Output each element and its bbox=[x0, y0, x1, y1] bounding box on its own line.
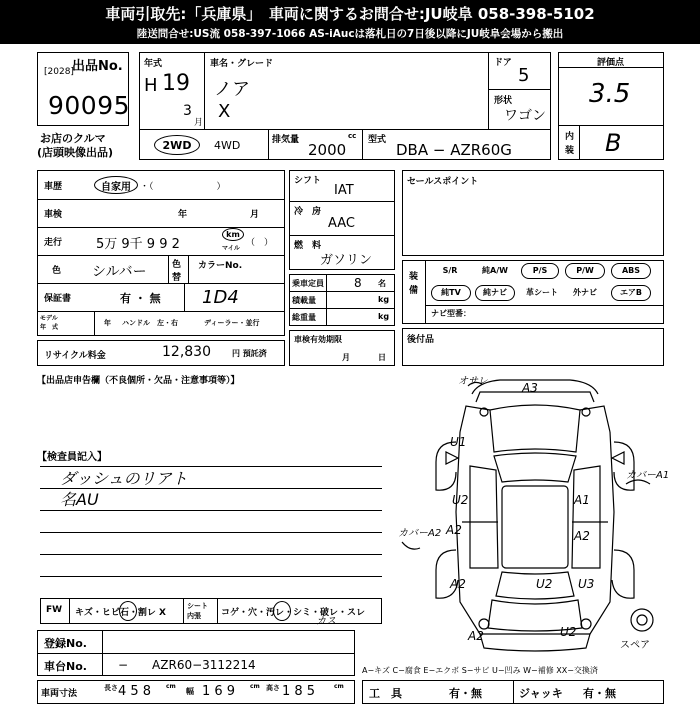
inspection-day: 日 bbox=[378, 353, 386, 362]
mileage-km: km bbox=[222, 228, 244, 241]
ac-value: AAC bbox=[328, 216, 355, 231]
drive-2wd: 2WD bbox=[154, 135, 200, 155]
total-label: 総重量 bbox=[292, 313, 316, 322]
equipment-label1: 装 bbox=[409, 272, 419, 282]
equipment-box bbox=[402, 260, 664, 324]
equip-airbag: エアB bbox=[611, 285, 651, 301]
lot-note1: お店のクルマ bbox=[40, 132, 106, 145]
spare-label: スペア bbox=[620, 640, 650, 651]
load-label: 積載量 bbox=[292, 296, 316, 305]
handle-label: ハンドル 左・右 bbox=[122, 319, 178, 327]
mileage-value: 5万 9千 9 9 2 bbox=[96, 237, 180, 252]
displacement-value: 2000 bbox=[308, 141, 347, 159]
doors-label: ドア bbox=[494, 58, 512, 68]
mileage-label: 走行 bbox=[44, 238, 63, 248]
sales-point-label: セールスポイント bbox=[407, 177, 479, 187]
width-value: 1 6 9 bbox=[202, 684, 236, 699]
displacement-unit: cc bbox=[348, 132, 357, 140]
equip-tv: 純TV bbox=[431, 285, 471, 301]
capacity-box bbox=[289, 274, 395, 326]
shape-label: 形状 bbox=[494, 96, 513, 106]
inspection-month: 月 bbox=[342, 353, 350, 362]
size-box bbox=[37, 680, 355, 704]
equipment-label2: 備 bbox=[409, 286, 419, 296]
inspection-box bbox=[289, 330, 395, 366]
interior-value: B bbox=[605, 129, 622, 157]
registration-box bbox=[37, 630, 355, 676]
recycle-box bbox=[37, 340, 285, 366]
tools-value: 有・無 bbox=[449, 687, 482, 700]
capacity-value: 8 bbox=[354, 276, 362, 290]
height-unit: cm bbox=[334, 683, 344, 690]
recycle-unit: 円 預託済 bbox=[232, 349, 267, 358]
length-unit: cm bbox=[166, 683, 176, 690]
mileage-mile: マイル bbox=[222, 245, 240, 252]
equip-aw: 純A/W bbox=[482, 266, 508, 275]
shaken-month: 月 bbox=[250, 210, 260, 220]
year-label: 年式 bbox=[144, 59, 163, 69]
damage-seat2: 内張 bbox=[187, 612, 201, 620]
shaken-year: 年 bbox=[178, 210, 188, 220]
damage-circle-1 bbox=[119, 601, 137, 621]
colorno-value: 1D4 bbox=[202, 287, 239, 308]
mark-cover-a2: カバーA2 bbox=[398, 528, 442, 539]
mark-a1: A1 bbox=[574, 493, 590, 507]
mileage-paren: （ ） bbox=[246, 238, 274, 248]
seller-note-label: 【出品店申告欄（不良個所・欠品・注意事項等）】 bbox=[37, 376, 240, 386]
fuel-value: ガソリン bbox=[320, 253, 373, 268]
total-unit: kg bbox=[378, 312, 390, 321]
year-month: 3 bbox=[183, 103, 192, 119]
height-label: 高さ bbox=[266, 684, 280, 692]
header-contact: 車両引取先:「兵庫県」 車両に関するお問合せ:JU岐阜 058-398-5102 bbox=[105, 5, 595, 23]
jack-label: ジャッキ bbox=[519, 687, 563, 700]
mark-u2-rear: U2 bbox=[536, 577, 553, 591]
inspector-note2: 名AU bbox=[60, 490, 99, 509]
color-change-2: 替 bbox=[172, 273, 182, 283]
equip-leather: 革シート bbox=[526, 288, 558, 297]
lot-box bbox=[37, 52, 129, 126]
interior-label1: 内 bbox=[565, 132, 575, 142]
history-other: ・（ ） bbox=[140, 182, 226, 192]
shape-value: ワゴン bbox=[504, 108, 546, 124]
equip-ext-navi: 外ナビ bbox=[573, 288, 597, 297]
capacity-label: 乗車定員 bbox=[292, 279, 324, 288]
header-bar bbox=[0, 0, 700, 44]
history-label: 車歴 bbox=[44, 182, 63, 192]
header-transport: 陸送問合せ:US流 058-397-1066 AS-iAucは落札日の7日後以降にJU岐阜会場から搬出 bbox=[136, 28, 564, 40]
width-unit: cm bbox=[250, 683, 260, 690]
damage-legend: A−キズ C−腐食 E−エクボ S−サビ U−凹み W−補修 XX−交換済 bbox=[362, 666, 598, 675]
inspection-label: 車検有効期限 bbox=[294, 335, 342, 344]
mark-a3: A3 bbox=[522, 381, 538, 395]
dealer-label: ディーラー・並行 bbox=[204, 319, 260, 327]
vehicle-box bbox=[139, 52, 551, 160]
mark-u2-bottom: U2 bbox=[560, 625, 577, 639]
recycle-label: リサイクル料金 bbox=[44, 351, 106, 361]
mark-kasu: カス bbox=[316, 616, 336, 627]
mark-a2-rl: A2 bbox=[450, 577, 466, 591]
small-model-year: 年 bbox=[104, 319, 111, 327]
shift-label: シフト bbox=[294, 176, 322, 186]
width-label: 幅 bbox=[186, 687, 194, 696]
equip-pw: P/W bbox=[565, 263, 605, 279]
lot-code: [2028] bbox=[44, 67, 74, 77]
doors-value: 5 bbox=[518, 65, 530, 86]
lot-note2: (店頭映像出品) bbox=[37, 146, 114, 159]
fuel-label: 燃 料 bbox=[294, 241, 322, 251]
equip-navi: 純ナビ bbox=[475, 285, 515, 301]
after-fit-label: 後付品 bbox=[407, 335, 435, 345]
small-model-label2: 年 式 bbox=[40, 324, 59, 331]
damage-fw: FW bbox=[46, 605, 63, 615]
equip-abs: ABS bbox=[611, 263, 651, 279]
car-name: ノア bbox=[214, 79, 250, 100]
chassis-value: − AZR60−3112214 bbox=[118, 658, 256, 672]
sales-point-box bbox=[402, 170, 664, 256]
shift-value: IAT bbox=[334, 183, 354, 198]
color-change-1: 色 bbox=[172, 260, 182, 270]
mark-u3: U3 bbox=[578, 577, 595, 591]
year-value: 19 bbox=[162, 71, 190, 96]
colorno-label: カラーNo. bbox=[198, 261, 243, 271]
specs-box bbox=[289, 170, 395, 270]
warranty-label: 保証書 bbox=[44, 294, 72, 304]
year-era: H bbox=[144, 75, 158, 96]
score-label: 評価点 bbox=[597, 58, 625, 68]
mark-u1: U1 bbox=[450, 435, 467, 449]
damage-items2: コゲ・穴・汚レ・シミ・破レ・スレ bbox=[221, 608, 366, 618]
score-value: 3.5 bbox=[589, 79, 631, 109]
equip-sr: S/R bbox=[442, 266, 458, 275]
mark-a2-bottom: A2 bbox=[468, 629, 484, 643]
length-value: 4 5 8 bbox=[118, 684, 152, 699]
recycle-amount: 12,830 bbox=[162, 344, 211, 360]
jack-value: 有・無 bbox=[583, 687, 616, 700]
history-circled: 自家用 bbox=[94, 176, 138, 194]
navi-model-label: ナビ型番： bbox=[431, 309, 471, 318]
name-label: 車名・グレード bbox=[210, 59, 274, 69]
lot-label: 出品No. bbox=[72, 59, 123, 74]
mark-osare: オサレ bbox=[458, 376, 488, 387]
inspector-note1: ダッシュのリアト bbox=[60, 469, 188, 488]
color-label: 色 bbox=[52, 266, 62, 276]
size-label: 車両寸法 bbox=[41, 689, 78, 699]
displacement-label: 排気量 bbox=[272, 135, 300, 145]
year-month-unit: 月 bbox=[194, 118, 204, 128]
history-box bbox=[37, 170, 285, 336]
damage-circle-2 bbox=[273, 601, 291, 621]
ac-label: 冷 房 bbox=[294, 207, 322, 217]
car-grade: X bbox=[218, 101, 231, 122]
score-box bbox=[558, 52, 664, 160]
damage-items1: キズ・ヒビ石・割レ X bbox=[75, 608, 166, 618]
load-unit: kg bbox=[378, 295, 390, 304]
mark-u2-left: U2 bbox=[452, 493, 469, 507]
drive-4wd: 4WD bbox=[214, 139, 241, 152]
model-value: DBA − AZR60G bbox=[396, 141, 512, 159]
capacity-unit: 名 bbox=[378, 279, 386, 288]
damage-seat1: シート bbox=[187, 602, 208, 610]
small-model-label1: モデル bbox=[40, 315, 58, 322]
interior-label2: 装 bbox=[565, 146, 575, 156]
mark-a2-side: A2 bbox=[574, 529, 590, 543]
tools-label: 工 具 bbox=[369, 687, 402, 700]
length-label: 長さ bbox=[104, 684, 118, 692]
height-value: 1 8 5 bbox=[282, 684, 316, 699]
warranty-value: 有 ・ 無 bbox=[120, 292, 161, 305]
mark-cover-a1: カバーA1 bbox=[626, 470, 670, 481]
car-damage-diagram bbox=[316, 372, 670, 662]
reg-label: 登録No. bbox=[44, 637, 87, 650]
color-value: シルバー bbox=[92, 264, 147, 280]
lot-number: 90095 bbox=[48, 91, 131, 120]
equip-ps: P/S bbox=[521, 263, 559, 279]
tools-box bbox=[362, 680, 664, 704]
inspector-label: 【検査員記入】 bbox=[37, 452, 107, 463]
mark-a2-door: A2 bbox=[446, 523, 462, 537]
shaken-label: 車検 bbox=[44, 210, 63, 220]
chassis-label: 車台No. bbox=[44, 660, 87, 673]
model-label: 型式 bbox=[368, 135, 387, 145]
after-fit-box bbox=[402, 328, 664, 366]
